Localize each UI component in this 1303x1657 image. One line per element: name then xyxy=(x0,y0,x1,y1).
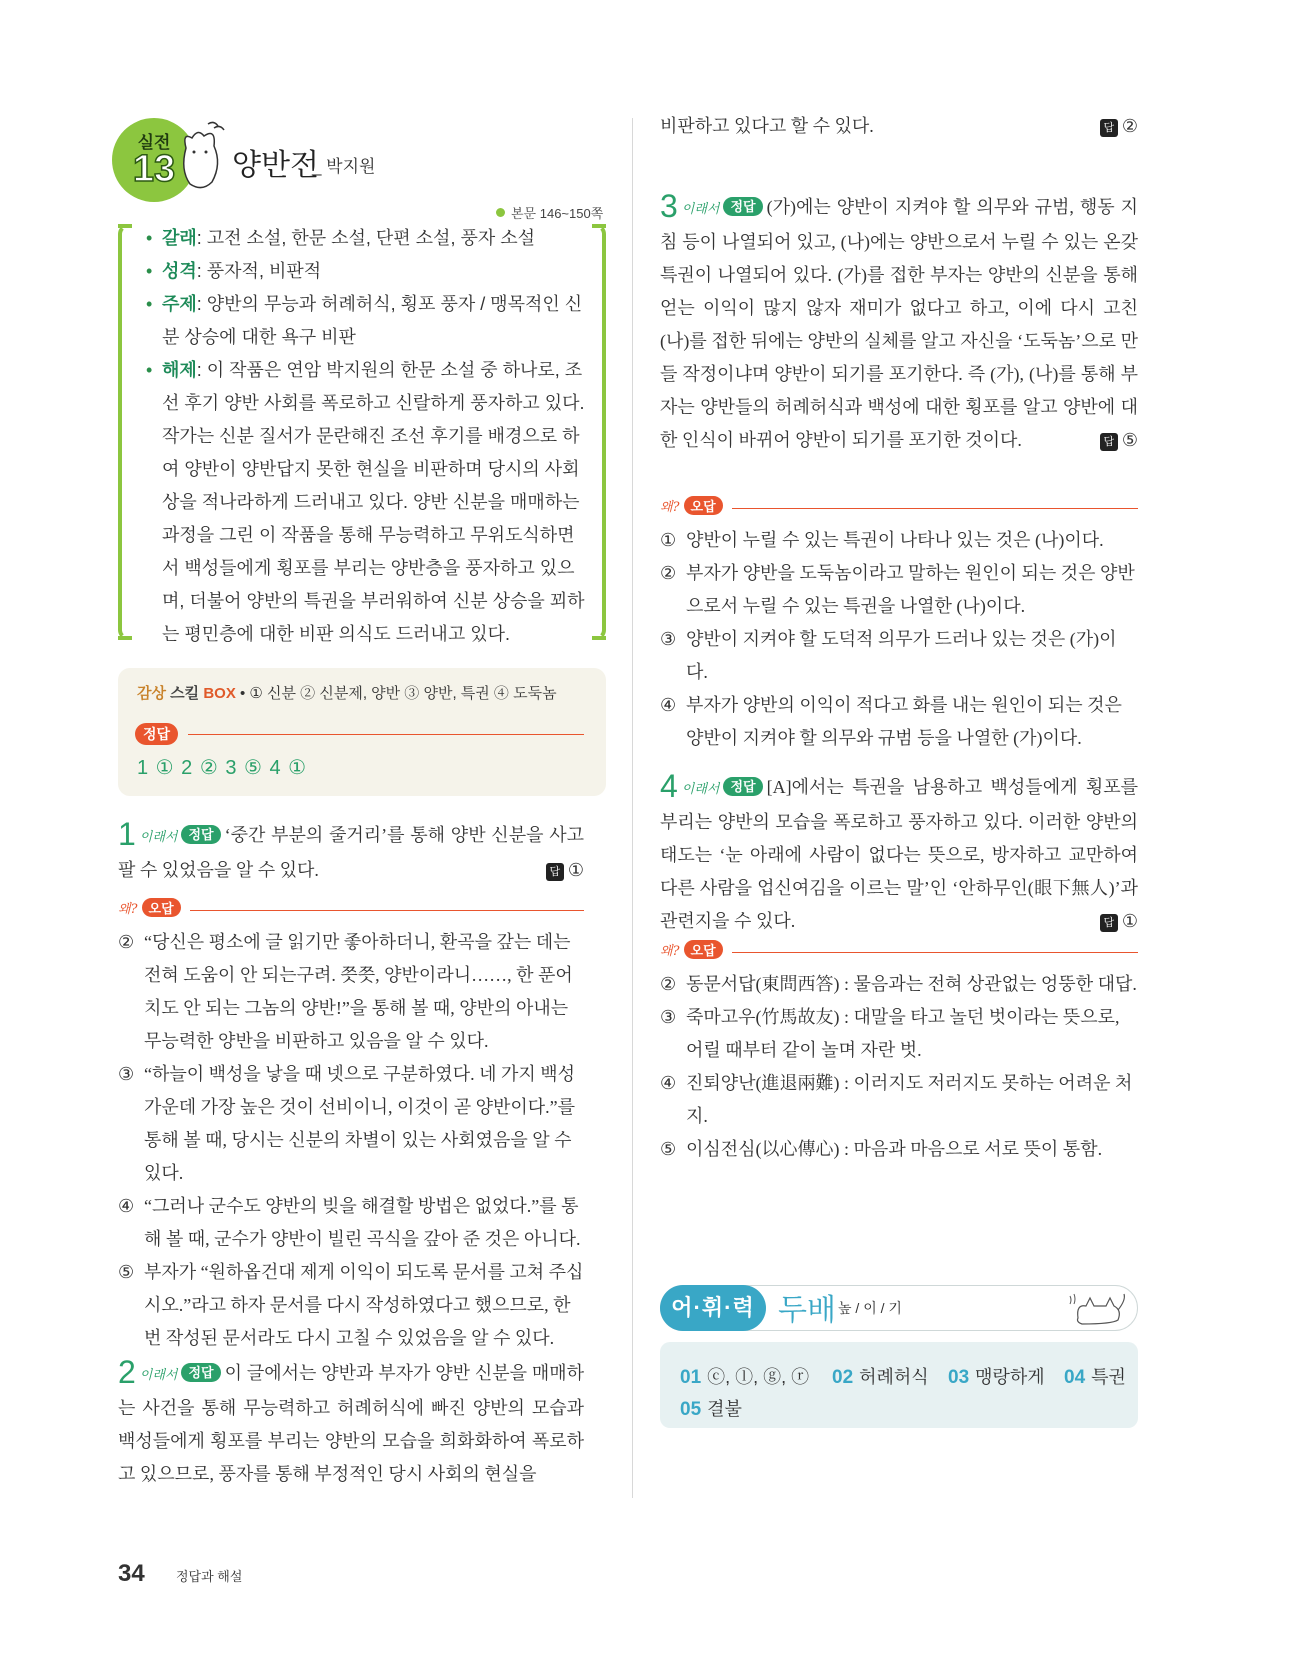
item-text: 진퇴양난(進退兩難) : 이러지도 저러지도 못하는 어려운 처지. xyxy=(686,1073,1133,1126)
list-item xyxy=(660,524,1138,557)
item-text: 부자가 양반을 도둑놈이라고 말하는 원인이 되는 것은 양반으로서 누릴 수 있는 특권을 나열한 (나)이다. xyxy=(686,563,1135,616)
vocab-answer: 결불 xyxy=(707,1399,742,1419)
correct-badge: 정답 xyxy=(181,825,220,844)
cat-icon xyxy=(178,118,228,198)
why-label: 왜? xyxy=(118,902,138,917)
why-label: 이래서 xyxy=(681,202,720,217)
item-text: “당신은 평소에 글 읽기만 좋아하더니, 환곡을 갚는 데는 전혀 도움이 안 되는구려. 쯧쯧, 양반이라니……, 한 푼어치도 안 되는 그놈의 양반!”을 통해 볼 때, 양반의 아내는 무능력한 양반을 비판하고 있음을 알 수 있다. xyxy=(144,932,573,1051)
question-2-continued xyxy=(660,110,1138,143)
info-key: 해제 xyxy=(162,360,197,380)
question-3 xyxy=(660,190,1138,457)
why-label: 이래서 xyxy=(139,1368,178,1383)
skill-label: 스킬 xyxy=(170,685,200,702)
box-corner xyxy=(118,636,132,640)
vocab-row xyxy=(948,1363,1045,1389)
item-text: 양반이 누릴 수 있는 특권이 나타나 있는 것은 (나)이다. xyxy=(686,530,1104,550)
vocab-number: 05 xyxy=(680,1399,702,1420)
info-theme xyxy=(146,288,586,354)
wrong-header xyxy=(660,496,1138,520)
question-text: (가)에는 양반이 지켜야 할 의무와 규범, 행동 지침 등이 나열되어 있고, (나)에는 양반으로서 누릴 수 있는 온갖 특권이 나열되어 있다. (가)를 접한 부자는 양반의 신분을 통해 얻는 이익이 많지 않자 재미가 없다고 하고, 이에 다시 고친 (나)를 접한 뒤에는 양반의 실체를 알고 자신을 ‘도둑놈’으로 만들 작정이냐며 양반이 되기를 포기한다. 즉 (가), (나)를 통해 부자는 양반들의 허례허식과 백성에 대한 횡포를 알고 양반에 대한 인식이 바뀌어 양반이 되기를 포기한 것이다. xyxy=(660,197,1138,450)
wrong-rule xyxy=(732,952,1138,953)
question-4 xyxy=(660,770,1138,938)
item-number: ② xyxy=(118,932,135,952)
info-commentary xyxy=(146,354,586,651)
correct-badge: 정답 xyxy=(723,777,762,796)
item-number: ④ xyxy=(660,1073,677,1093)
item-number: ① xyxy=(660,530,677,550)
item-text: “하늘이 백성을 낳을 때 넷으로 구분하였다. 네 가지 백성 가운데 가장 높은 것이 선비이니, 이것이 곧 양반이다.”를 통해 볼 때, 당시는 신분의 차별이 있는 사회였음을 알 수 있다. xyxy=(144,1064,576,1183)
list-item xyxy=(660,689,1138,755)
info-key: 갈래 xyxy=(162,228,197,248)
wrong-rule xyxy=(190,910,584,911)
wrong-list-3 xyxy=(660,524,1138,755)
vocab-title: 두배 xyxy=(778,1294,836,1327)
list-item xyxy=(660,623,1138,689)
list-item xyxy=(660,1067,1138,1133)
answer-value: ① xyxy=(567,860,584,880)
wrong-badge: 오답 xyxy=(142,898,181,917)
why-label: 왜? xyxy=(660,944,680,959)
answer-mark-icon: 답 xyxy=(546,863,564,881)
badge-number: 13 xyxy=(132,148,176,190)
list-item xyxy=(660,1133,1138,1166)
page-label: 정답과 해설 xyxy=(176,1569,243,1584)
item-text: 이심전심(以心傳心) : 마음과 마음으로 서로 뜻이 통함. xyxy=(686,1139,1103,1159)
item-text: 부자가 양반의 이익이 적다고 화를 내는 원인이 되는 것은 양반이 지켜야 할 의무와 규범 등을 나열한 (가)이다. xyxy=(686,695,1122,748)
bullet-dot-icon xyxy=(496,208,505,217)
vocab-row xyxy=(1064,1363,1126,1389)
info-text: : 양반의 무능과 허례허식, 횡포 풍자 / 맹목적인 신분 상승에 대한 욕구 비판 xyxy=(162,294,583,347)
info-text: : 풍자적, 비판적 xyxy=(196,261,322,281)
info-text: : 고전 소설, 한문 소설, 단편 소설, 풍자 소설 xyxy=(196,228,535,248)
question-2 xyxy=(118,1356,584,1491)
item-number: ③ xyxy=(118,1064,135,1084)
question-text: 이 글에서는 양반과 부자가 양반 신분을 매매하는 사건을 통해 무능력하고 허례허식에 빠진 양반의 모습과 백성들에게 횡포를 부리는 양반의 모습을 희화화하여 폭로하고 있으므로, 풍자를 통해 부정적인 당시 사회의 현실을 xyxy=(118,1363,584,1484)
question-1 xyxy=(118,818,584,887)
answer-mark-icon: 답 xyxy=(1100,914,1118,932)
why-label: 이래서 xyxy=(681,782,720,797)
vocab-row xyxy=(832,1363,929,1389)
info-key: 주제 xyxy=(162,294,197,314)
answer-mark xyxy=(1100,110,1138,143)
question-text: 비판하고 있다고 할 수 있다. xyxy=(660,116,874,136)
wrong-list-1 xyxy=(118,926,584,1355)
answer-value: ① xyxy=(1121,911,1138,931)
item-number: ④ xyxy=(118,1196,135,1216)
vocab-subtitle: 높 / 이 / 기 xyxy=(838,1300,902,1316)
answer-summary: 1 ① 2 ② 3 ⑤ 4 ① xyxy=(137,757,308,779)
answer-mark-icon: 답 xyxy=(1100,433,1118,451)
source-ref xyxy=(496,203,603,222)
vocab-number: 04 xyxy=(1064,1367,1086,1388)
item-number: ② xyxy=(660,563,677,583)
wrong-list-4 xyxy=(660,968,1138,1166)
item-text: 동문서답(東問西答) : 물음과는 전혀 상관없는 엉뚱한 대답. xyxy=(686,974,1137,994)
correct-badge: 정답 xyxy=(723,197,762,216)
list-item xyxy=(118,926,584,1058)
source-ref-text: 본문 146~150쪽 xyxy=(511,206,604,221)
vocab-answer: 특권 xyxy=(1091,1367,1126,1387)
question-text: ‘중간 부분의 줄거리’를 통해 양반 신분을 사고팔 수 있었음을 알 수 있다. xyxy=(118,825,584,880)
answer-mark-icon: 답 xyxy=(1100,119,1118,137)
badge-top-label: 실전 xyxy=(137,133,171,152)
box-corner xyxy=(592,636,606,640)
item-text: “그러나 군수도 양반의 빚을 해결할 방법은 없었다.”를 통해 볼 때, 군수가 양반이 빌린 곡식을 갚아 준 것은 아니다. xyxy=(144,1196,581,1249)
info-character xyxy=(146,255,586,288)
skill-content: • ① 신분 ② 신분제, 양반 ③ 양반, 특권 ④ 도둑놈 xyxy=(240,685,557,702)
wrong-badge: 오답 xyxy=(684,940,723,959)
work-info-list xyxy=(146,222,586,651)
list-item xyxy=(660,1001,1138,1067)
answer-mark xyxy=(546,854,584,887)
question-number: 3 xyxy=(660,188,678,224)
answer-rule xyxy=(188,734,584,735)
cat-icon xyxy=(1068,1288,1128,1328)
page-number: 34 xyxy=(118,1560,145,1587)
item-number: ② xyxy=(660,974,677,994)
info-text: : 이 작품은 연암 박지원의 한문 소설 중 하나로, 조선 후기 양반 사회를 폭로하고 신랄하게 풍자하고 있다. 작가는 신분 질서가 문란해진 조선 후기를 배경으로 하여 양반이 양반답지 못한 현실을 비판하며 당시의 사회상을 적나라하게 드러내고 있다. 양반 신분을 매매하는 과정을 그린 이 작품을 통해 무능력하고 무위도식하면서 백성들에게 횡포를 부리는 양반층을 풍자하고 있으며, 더불어 양반의 특권을 부러워하여 신분 상승을 꾀하는 평민층에 대한 비판 의식도 드러내고 있다. xyxy=(162,360,585,644)
why-label: 이래서 xyxy=(139,830,178,845)
answer-mark xyxy=(1100,424,1138,457)
list-item xyxy=(118,1190,584,1256)
wrong-header xyxy=(660,940,1138,964)
item-text: 죽마고우(竹馬故友) : 대말을 타고 놀던 벗이라는 뜻으로, 어릴 때부터 같이 놀며 자란 벗. xyxy=(686,1007,1120,1060)
question-number: 1 xyxy=(118,816,136,852)
list-item xyxy=(660,968,1138,1001)
list-item xyxy=(118,1256,584,1355)
item-number: ④ xyxy=(660,695,677,715)
vocab-answer: ⓒ, ⓛ, ⓖ, ⓡ xyxy=(707,1367,810,1387)
work-author: _ 박지원 xyxy=(312,157,376,176)
vocab-answer: 허례허식 xyxy=(859,1367,929,1387)
answer-badge: 정답 xyxy=(135,723,178,745)
wrong-header xyxy=(118,898,584,922)
answer-mark xyxy=(1100,905,1138,938)
vocab-number: 03 xyxy=(948,1367,970,1388)
item-number: ⑤ xyxy=(118,1262,135,1282)
why-label: 왜? xyxy=(660,500,680,515)
item-number: ③ xyxy=(660,629,677,649)
answer-value: ⑤ xyxy=(1121,430,1138,450)
work-title: 양반전 xyxy=(232,149,319,182)
question-number: 4 xyxy=(660,768,678,804)
vocab-answer: 맹랑하게 xyxy=(975,1367,1045,1387)
question-text: [A]에서는 특권을 남용하고 백성들에게 횡포를 부리는 양반의 모습을 폭로하고 풍자하고 있다. 이러한 양반의 태도는 ‘눈 아래에 사람이 없다는 뜻으로, 방자하고 교만하여 다른 사람을 업신여김을 이르는 말’인 ‘안하무인(眼下無人)’과 관련지을 수 있다. xyxy=(660,777,1138,931)
info-genre xyxy=(146,222,586,255)
item-number: ⑤ xyxy=(660,1139,677,1159)
question-number: 2 xyxy=(118,1354,136,1390)
info-key: 성격 xyxy=(162,261,197,281)
skill-label: 감상 xyxy=(137,685,166,702)
skill-label: BOX xyxy=(203,685,236,702)
skill-line xyxy=(137,682,557,703)
vocab-row xyxy=(680,1363,809,1389)
vocab-number: 01 xyxy=(680,1367,702,1388)
answer-value: ② xyxy=(1121,116,1138,136)
vocab-row xyxy=(680,1395,742,1421)
vocab-number: 02 xyxy=(832,1367,854,1388)
list-item xyxy=(118,1058,584,1190)
correct-badge: 정답 xyxy=(181,1363,220,1382)
item-text: 부자가 “원하옵건대 제게 이익이 되도록 문서를 고쳐 주십시오.”라고 하자 문서를 다시 작성하였다고 했으므로, 한 번 작성된 문서라도 다시 고칠 수 있었음을 알 수 있다. xyxy=(144,1262,584,1348)
item-number: ③ xyxy=(660,1007,677,1027)
item-text: 양반이 지켜야 할 도덕적 의무가 드러나 있는 것은 (가)이다. xyxy=(686,629,1117,682)
wrong-rule xyxy=(732,508,1138,509)
list-item xyxy=(660,557,1138,623)
vocab-pill: 어·휘·력 xyxy=(660,1285,766,1331)
column-divider xyxy=(632,118,633,1498)
wrong-badge: 오답 xyxy=(684,496,723,515)
